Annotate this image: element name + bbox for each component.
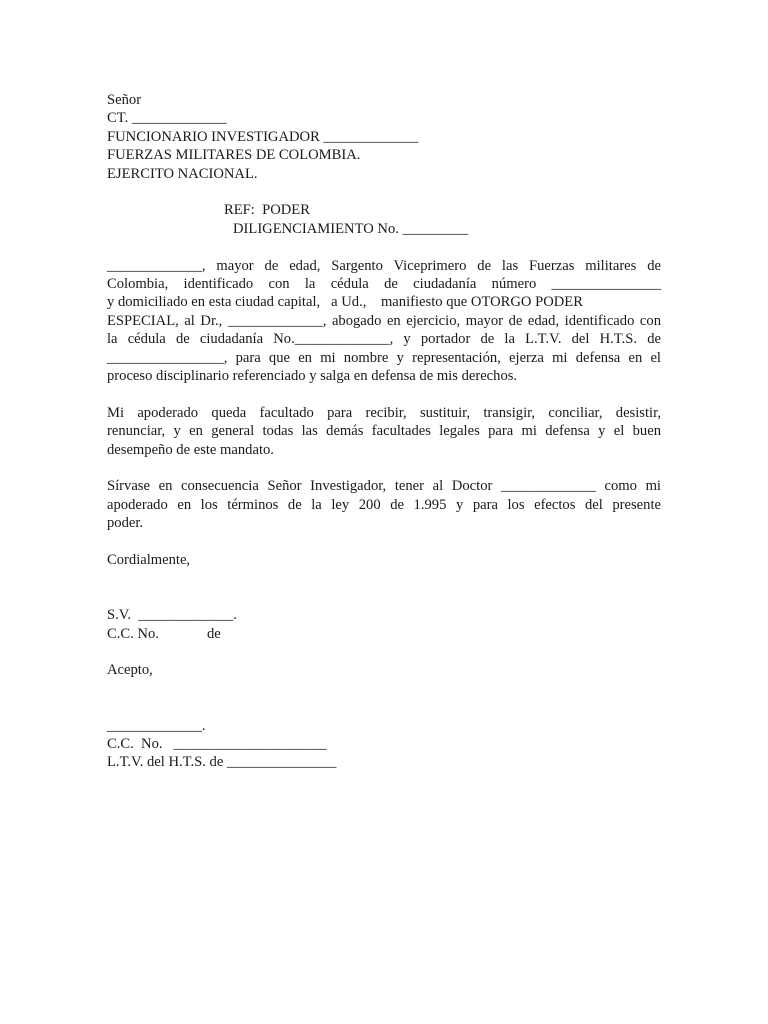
official-line: FUNCIONARIO INVESTIGADOR _____________	[107, 128, 419, 145]
grantor-cc-label: C.C. No.	[107, 625, 159, 642]
paragraph-line: Colombia, identificado con la cédula de ciudadanía número _______________	[107, 276, 661, 293]
attorney-cc-line: C.C. No. _____________________	[107, 736, 327, 753]
spacer	[107, 183, 661, 201]
paragraph-line: poder.	[107, 515, 144, 532]
paragraph-line: proceso disciplinario referenciado y salga en defensa de mis derechos.	[107, 368, 518, 385]
paragraph-line: apoderado en los términos de la ley 200 de 1.995 y para los efectos del presente	[107, 496, 661, 513]
document-page	[107, 91, 661, 772]
paragraph-line: y domiciliado en esta ciudad capital, a Ud., manifiesto que OTORGO PODER	[107, 294, 583, 311]
paragraph-line: desempeño de este mandato.	[107, 441, 274, 458]
addressee-block	[107, 91, 661, 183]
forces-line: FUERZAS MILITARES DE COLOMBIA.	[107, 147, 361, 164]
paragraph-line: ________________, para que en mi nombre y representación, ejerza mi defensa en el	[107, 349, 661, 366]
attorney-signature	[107, 717, 661, 772]
sv-line: S.V. _____________.	[107, 607, 237, 624]
spacer	[107, 588, 661, 606]
salutation: Señor	[107, 92, 142, 108]
ct-line: CT. _____________	[107, 110, 227, 127]
grantor-cc-de: de	[207, 625, 221, 642]
spacer	[107, 698, 661, 716]
closing: Cordialmente,	[107, 552, 191, 569]
paragraph-line: ESPECIAL, al Dr., _____________, abogado en ejercicio, mayor de edad, identificado con	[107, 312, 661, 329]
spacer	[107, 459, 661, 477]
diligence-line: DILIGENCIAMIENTO No. _________	[233, 220, 469, 237]
spacer	[107, 238, 661, 256]
paragraph-powers	[107, 404, 661, 459]
reference-block	[107, 201, 661, 238]
grantor-signature	[107, 606, 661, 643]
attorney-name-line: _____________.	[107, 717, 206, 734]
paragraph-line: renunciar, y en general todas las demás facultades legales para mi defensa y el buen	[107, 423, 661, 440]
attorney-ltv-line: L.T.V. del H.T.S. de _______________	[107, 754, 337, 771]
spacer	[107, 643, 661, 661]
paragraph-request	[107, 477, 661, 532]
spacer	[107, 533, 661, 551]
army-line: EJERCITO NACIONAL.	[107, 165, 258, 182]
spacer	[107, 680, 661, 698]
acceptance: Acepto,	[107, 662, 153, 679]
paragraph-line: Mi apoderado queda facultado para recibir, sustituir, transigir, conciliar, desistir,	[107, 404, 661, 421]
paragraph-line: la cédula de ciudadanía No._____________, y portador de la L.T.V. del H.T.S. de	[107, 331, 661, 348]
paragraph-line: _____________, mayor de edad, Sargento Viceprimero de las Fuerzas militares de	[107, 257, 661, 274]
spacer	[107, 569, 661, 587]
spacer	[107, 385, 661, 403]
reference-line: REF: PODER	[224, 202, 310, 219]
paragraph-line: Sírvase en consecuencia Señor Investigador, tener al Doctor _____________ como mi	[107, 478, 661, 495]
grantor-cc-line	[107, 625, 661, 643]
paragraph-grant	[107, 257, 661, 386]
